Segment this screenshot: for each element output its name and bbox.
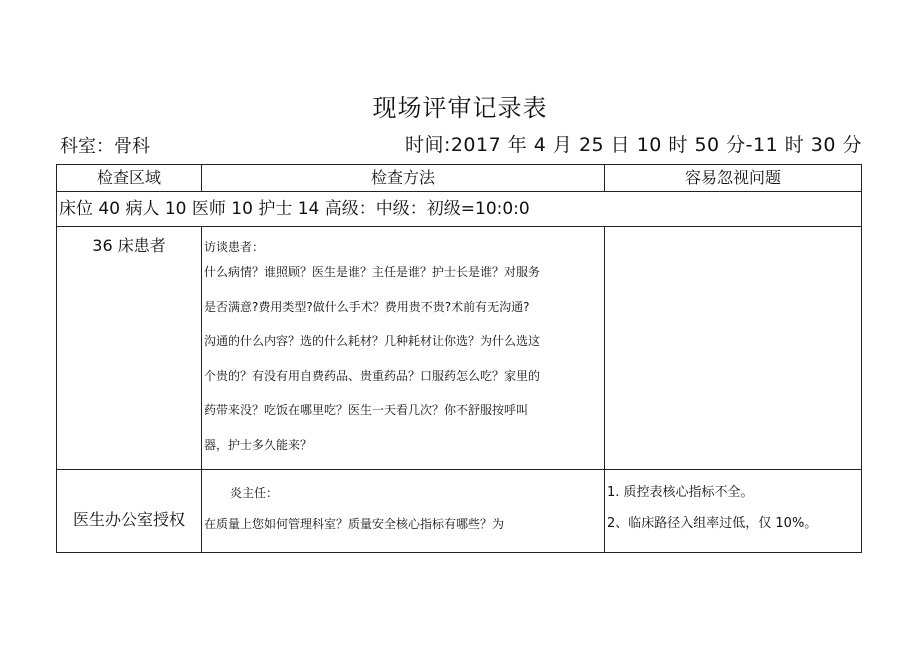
method-line: 在质量上您如何管理科室？质量安全核心指标有哪些？为: [204, 517, 505, 531]
header-inspection-area: 检查区域: [57, 165, 202, 192]
issues-doctor-office: [605, 470, 862, 553]
issue-item: 2、临床路径入组率过低，仅 10%。: [607, 516, 818, 531]
header-inspection-method: 检查方法: [202, 165, 605, 192]
method-line: 沟通的什么内容？选的什么耗材？几种耗材让你选？为什么选这: [204, 334, 541, 348]
inspection-time: 时间:2017 年 4 月 25 日 10 时 50 分-11 时 30 分: [404, 134, 862, 156]
header-overlooked-issues: 容易忽视问题: [605, 165, 862, 192]
review-record-table: [56, 164, 862, 553]
header-info: [58, 130, 862, 156]
method-line: 器，护士多久能来？: [204, 437, 313, 452]
method-line: 什么病情？谁照顾？医生是谁？主任是谁？护士长是谁？对服务: [204, 265, 541, 279]
method-line: 个贵的？有没有用自费药品、贵重药品？口服药怎么吃？家里的: [204, 368, 541, 383]
method-line: 是否满意?费用类型?做什么手术？费用贵不贵?术前有无沟通?: [204, 299, 530, 314]
summary-row: [57, 192, 862, 227]
staffing-summary: 床位 40 病人 10 医师 10 护士 14 高级：中级：初级=10:0:0: [57, 192, 862, 227]
document-title: 现场评审记录表: [372, 94, 548, 122]
area-patient-36: 36 床患者: [57, 227, 202, 470]
method-patient-interview: [202, 227, 605, 470]
method-director-interview: [202, 470, 605, 553]
method-line: 炎主任：: [230, 486, 279, 500]
issues-patient-empty: [605, 227, 862, 470]
table-header-row: [57, 165, 862, 192]
issue-item: 1. 质控表核心指标不全。: [607, 485, 754, 500]
method-line: 访谈患者：: [204, 240, 265, 254]
method-line: 药带来没？吃饭在哪里吃？医生一天看几次？你不舒服按呼叫: [204, 403, 529, 417]
area-doctor-office: 医生办公室授权: [57, 470, 202, 553]
department-label: 科室：骨科: [60, 136, 150, 157]
table-row: [57, 470, 862, 553]
table-row: [57, 227, 862, 470]
